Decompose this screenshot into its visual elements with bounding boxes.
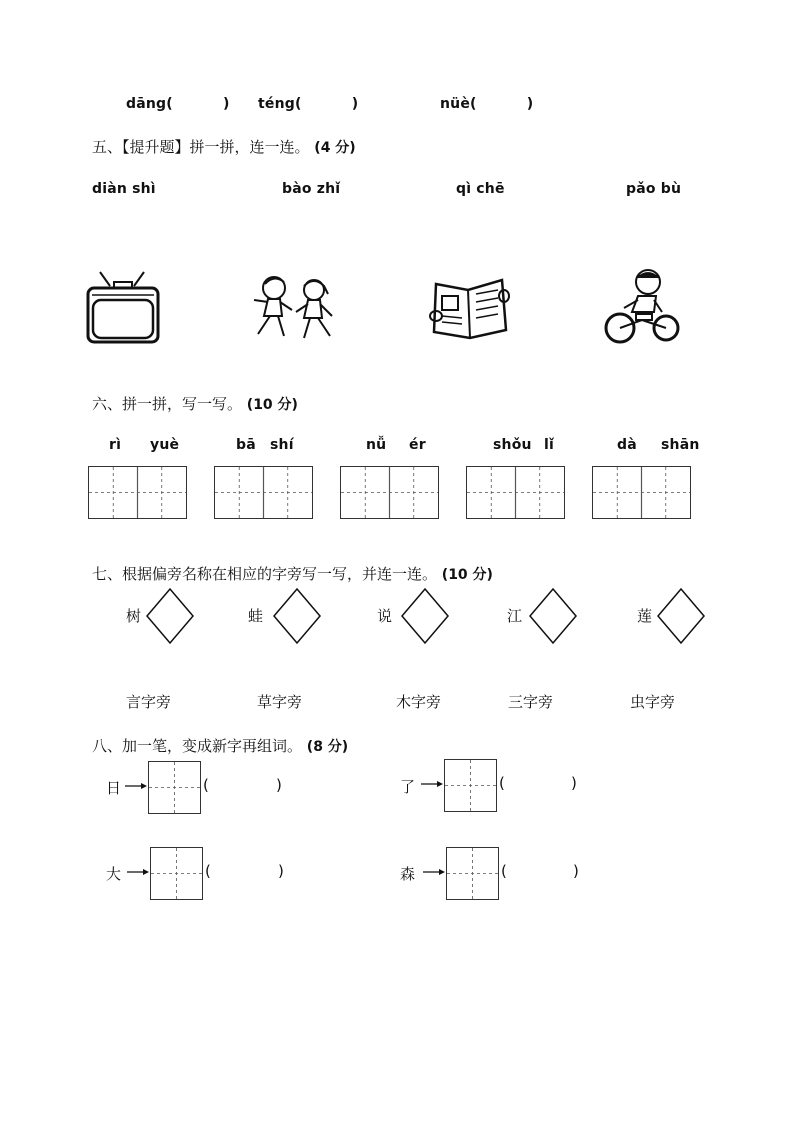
- s5-pinyin-4: pǎo bù: [626, 181, 682, 197]
- grid-guides: [151, 848, 202, 899]
- s8-open: (: [501, 862, 507, 880]
- writing-grid[interactable]: [88, 466, 187, 519]
- diamond-box[interactable]: [657, 588, 705, 644]
- s8-open: (: [203, 776, 209, 794]
- grid-guides: [215, 467, 312, 518]
- s7-radical: 木字旁: [396, 693, 442, 711]
- grid-guides: [341, 467, 438, 518]
- grid-guides: [467, 467, 564, 518]
- s5-pinyin-2: bào zhǐ: [282, 181, 341, 197]
- writing-grid[interactable]: [444, 759, 497, 812]
- arrow-right-icon: [420, 776, 444, 792]
- writing-grid[interactable]: [446, 847, 499, 900]
- writing-grid[interactable]: [340, 466, 439, 519]
- section6-title: 六、拼一拼，写一写。: [92, 395, 243, 413]
- s8-close: ): [573, 862, 579, 880]
- section7-title: 七、根据偏旁名称在相应的字旁写一写，并连一连。: [92, 565, 438, 583]
- s7-char: 蛙: [248, 607, 264, 625]
- running-kids-icon: [248, 272, 340, 344]
- section5-title: 五、【提升题】拼一拼，连一连。: [92, 138, 310, 156]
- s7-char: 莲: [637, 607, 653, 625]
- s8-char: 森: [400, 865, 416, 883]
- s6-pinyin-a: shǒu: [493, 437, 532, 453]
- tv-icon: [84, 268, 162, 346]
- s7-char: 树: [126, 607, 142, 625]
- arrow-right-icon: [126, 864, 150, 880]
- s6-pinyin-a: bā: [236, 437, 256, 453]
- diamond-box[interactable]: [146, 588, 194, 644]
- s6-pinyin-a: rì: [109, 437, 122, 453]
- fill-close: ): [223, 96, 230, 112]
- section7-score: (10 分): [441, 567, 493, 583]
- s7-radical: 草字旁: [257, 693, 303, 711]
- section8-title: 八、加一笔，变成新字再组词。: [92, 737, 303, 755]
- s8-close: ): [276, 776, 282, 794]
- arrow-right-icon: [124, 778, 148, 794]
- s6-pinyin-b: lǐ: [544, 437, 554, 453]
- section8-heading: [92, 735, 348, 756]
- fill-pinyin: dāng(: [126, 96, 173, 112]
- newspaper-icon: [428, 276, 512, 340]
- fill-pinyin: téng(: [258, 96, 302, 112]
- s7-radical: 三字旁: [508, 693, 554, 711]
- s7-radical: 言字旁: [126, 693, 172, 711]
- grid-guides: [149, 762, 200, 813]
- fill-item-1: [126, 96, 230, 112]
- grid-guides: [445, 760, 496, 811]
- s6-pinyin-b: shān: [661, 437, 700, 453]
- s8-close: ): [571, 774, 577, 792]
- diamond-box[interactable]: [401, 588, 449, 644]
- s8-char: 大: [106, 865, 122, 883]
- section8-score: (8 分): [306, 739, 349, 755]
- grid-guides: [89, 467, 186, 518]
- s6-pinyin-b: shí: [270, 437, 294, 453]
- s8-char: 日: [106, 779, 122, 797]
- diamond-box[interactable]: [273, 588, 321, 644]
- s5-pinyin-3: qì chē: [456, 181, 505, 197]
- s8-close: ): [278, 862, 284, 880]
- section5-score: (4 分): [314, 140, 356, 156]
- s8-open: (: [205, 862, 211, 880]
- section5-heading: [92, 136, 356, 157]
- s6-pinyin-b: ér: [409, 437, 426, 453]
- s6-pinyin-a: dà: [617, 437, 637, 453]
- fill-close: ): [526, 96, 534, 112]
- section6-score: (10 分): [246, 397, 298, 413]
- grid-guides: [447, 848, 498, 899]
- s7-char: 说: [377, 607, 393, 625]
- fill-item-2: [258, 96, 358, 112]
- writing-grid[interactable]: [150, 847, 203, 900]
- writing-grid[interactable]: [148, 761, 201, 814]
- s6-pinyin-b: yuè: [150, 437, 180, 453]
- arrow-right-icon: [422, 864, 446, 880]
- s5-pinyin-1: diàn shì: [92, 181, 156, 197]
- section6-heading: [92, 393, 298, 414]
- writing-grid[interactable]: [214, 466, 313, 519]
- writing-grid[interactable]: [466, 466, 565, 519]
- fill-pinyin: nüè(: [440, 96, 477, 112]
- fill-close: ): [351, 96, 359, 112]
- s7-radical: 虫字旁: [630, 693, 676, 711]
- grid-guides: [593, 467, 690, 518]
- section7-heading: [92, 563, 493, 584]
- fill-item-3: [440, 96, 533, 112]
- s8-char: 了: [400, 778, 416, 796]
- s7-char: 江: [507, 607, 523, 625]
- s8-open: (: [499, 774, 505, 792]
- diamond-box[interactable]: [529, 588, 577, 644]
- s6-pinyin-a: nǚ: [366, 437, 387, 453]
- writing-grid[interactable]: [592, 466, 691, 519]
- child-bicycle-icon: [602, 266, 684, 346]
